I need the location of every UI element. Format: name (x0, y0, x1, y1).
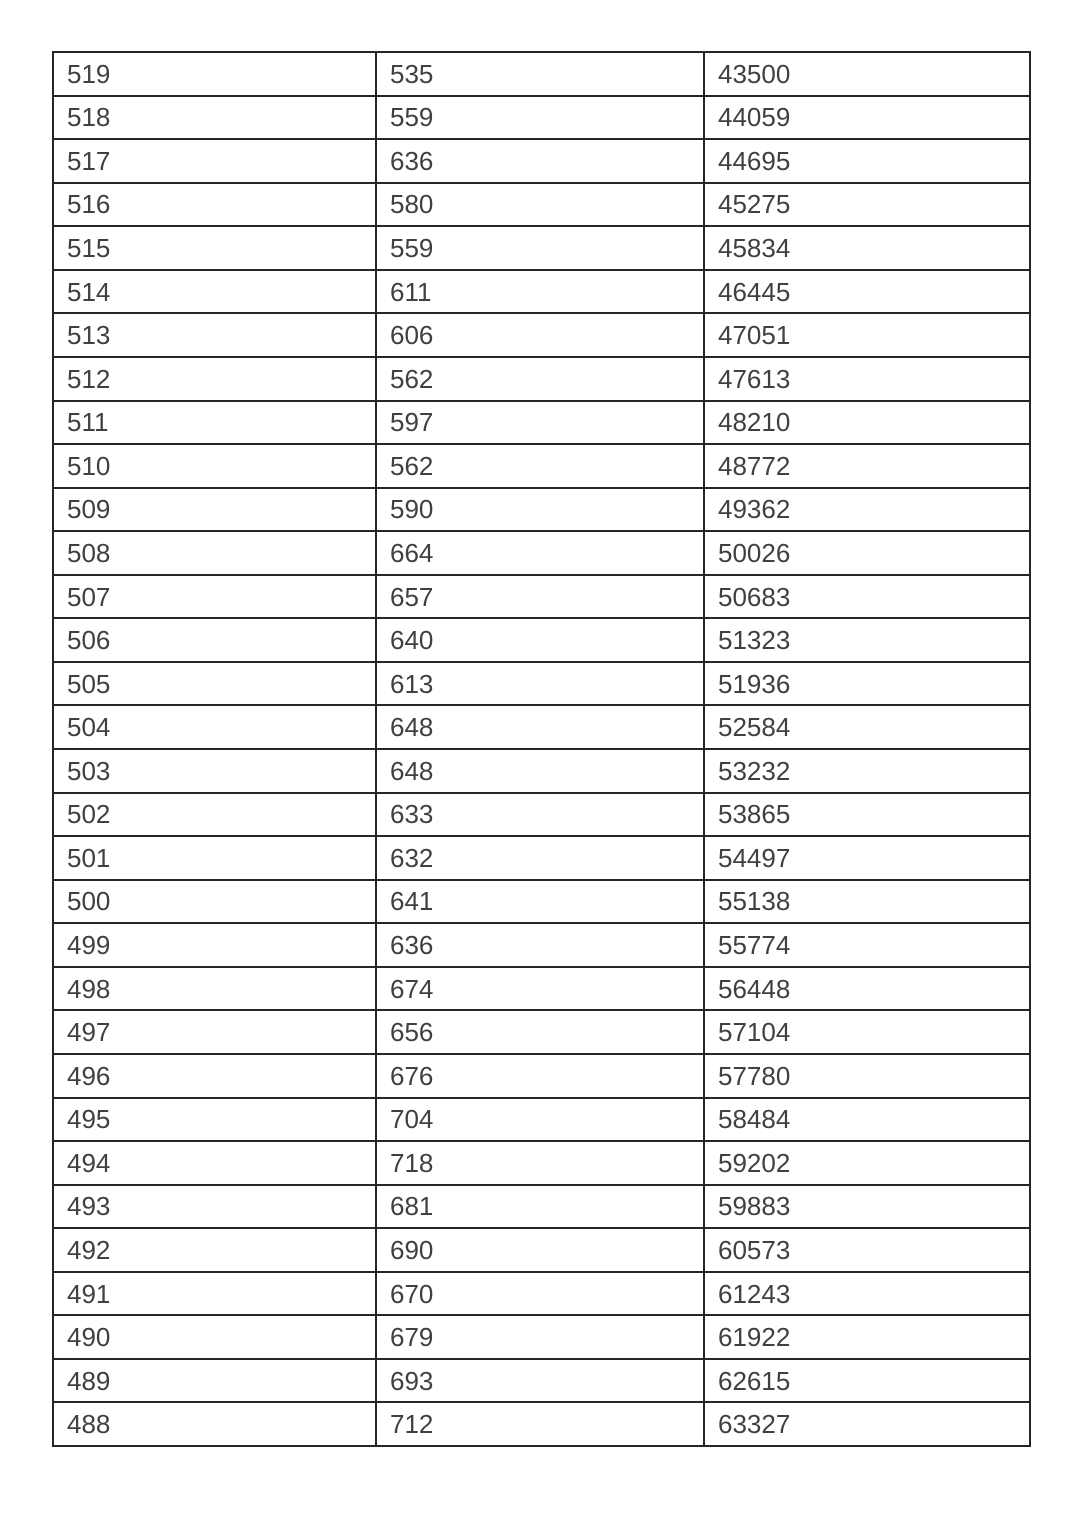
count-cell: 648 (376, 705, 704, 749)
count-cell: 674 (376, 967, 704, 1011)
score-cell: 507 (53, 575, 376, 619)
cumulative-cell: 63327 (704, 1402, 1030, 1446)
score-cell: 490 (53, 1315, 376, 1359)
count-cell: 681 (376, 1185, 704, 1229)
cumulative-cell: 61922 (704, 1315, 1030, 1359)
cumulative-cell: 55138 (704, 880, 1030, 924)
table-row (53, 662, 1030, 706)
count-cell: 648 (376, 749, 704, 793)
cumulative-cell: 59883 (704, 1185, 1030, 1229)
table-row (53, 1359, 1030, 1403)
count-cell: 676 (376, 1054, 704, 1098)
table-row (53, 793, 1030, 837)
cumulative-cell: 57104 (704, 1010, 1030, 1054)
count-cell: 641 (376, 880, 704, 924)
cumulative-cell: 52584 (704, 705, 1030, 749)
count-cell: 636 (376, 139, 704, 183)
count-cell: 690 (376, 1228, 704, 1272)
score-cell: 512 (53, 357, 376, 401)
table-row (53, 749, 1030, 793)
count-cell: 712 (376, 1402, 704, 1446)
table-row (53, 1098, 1030, 1142)
score-cell: 496 (53, 1054, 376, 1098)
table-row (53, 313, 1030, 357)
table-row (53, 880, 1030, 924)
count-cell: 590 (376, 488, 704, 532)
table-row (53, 1054, 1030, 1098)
table-row (53, 52, 1030, 96)
score-cell: 499 (53, 923, 376, 967)
cumulative-cell: 45275 (704, 183, 1030, 227)
cumulative-cell: 44695 (704, 139, 1030, 183)
count-cell: 559 (376, 226, 704, 270)
table-row (53, 357, 1030, 401)
score-cell: 489 (53, 1359, 376, 1403)
count-cell: 670 (376, 1272, 704, 1316)
score-cell: 519 (53, 52, 376, 96)
score-cell: 491 (53, 1272, 376, 1316)
table-row (53, 1010, 1030, 1054)
count-cell: 559 (376, 96, 704, 140)
score-cell: 509 (53, 488, 376, 532)
table-row (53, 705, 1030, 749)
cumulative-cell: 56448 (704, 967, 1030, 1011)
cumulative-cell: 62615 (704, 1359, 1030, 1403)
table-row (53, 401, 1030, 445)
cumulative-cell: 58484 (704, 1098, 1030, 1142)
score-cell: 488 (53, 1402, 376, 1446)
table-row (53, 270, 1030, 314)
table-row (53, 183, 1030, 227)
count-cell: 657 (376, 575, 704, 619)
table-row (53, 1272, 1030, 1316)
count-cell: 693 (376, 1359, 704, 1403)
cumulative-cell: 59202 (704, 1141, 1030, 1185)
cumulative-cell: 47613 (704, 357, 1030, 401)
count-cell: 718 (376, 1141, 704, 1185)
cumulative-cell: 57780 (704, 1054, 1030, 1098)
count-cell: 664 (376, 531, 704, 575)
table-row (53, 139, 1030, 183)
cumulative-cell: 45834 (704, 226, 1030, 270)
score-cell: 503 (53, 749, 376, 793)
count-cell: 597 (376, 401, 704, 445)
score-cell: 500 (53, 880, 376, 924)
cumulative-cell: 48772 (704, 444, 1030, 488)
cumulative-cell: 49362 (704, 488, 1030, 532)
score-distribution-table (52, 51, 1031, 1447)
table-row (53, 531, 1030, 575)
cumulative-cell: 61243 (704, 1272, 1030, 1316)
table-row (53, 226, 1030, 270)
count-cell: 656 (376, 1010, 704, 1054)
table-row (53, 444, 1030, 488)
cumulative-cell: 54497 (704, 836, 1030, 880)
count-cell: 633 (376, 793, 704, 837)
table-row (53, 1228, 1030, 1272)
table-body (53, 52, 1030, 1446)
count-cell: 640 (376, 618, 704, 662)
table-row (53, 575, 1030, 619)
score-cell: 511 (53, 401, 376, 445)
score-cell: 504 (53, 705, 376, 749)
table-row (53, 488, 1030, 532)
count-cell: 611 (376, 270, 704, 314)
cumulative-cell: 43500 (704, 52, 1030, 96)
table-row (53, 836, 1030, 880)
count-cell: 562 (376, 357, 704, 401)
cumulative-cell: 55774 (704, 923, 1030, 967)
score-cell: 516 (53, 183, 376, 227)
score-cell: 510 (53, 444, 376, 488)
score-cell: 506 (53, 618, 376, 662)
score-cell: 502 (53, 793, 376, 837)
table-row (53, 967, 1030, 1011)
cumulative-cell: 48210 (704, 401, 1030, 445)
score-cell: 498 (53, 967, 376, 1011)
score-cell: 497 (53, 1010, 376, 1054)
score-cell: 513 (53, 313, 376, 357)
cumulative-cell: 50026 (704, 531, 1030, 575)
table-row (53, 96, 1030, 140)
count-cell: 632 (376, 836, 704, 880)
count-cell: 679 (376, 1315, 704, 1359)
count-cell: 562 (376, 444, 704, 488)
score-cell: 493 (53, 1185, 376, 1229)
table-row (53, 1315, 1030, 1359)
count-cell: 613 (376, 662, 704, 706)
table-row (53, 1402, 1030, 1446)
score-cell: 492 (53, 1228, 376, 1272)
cumulative-cell: 47051 (704, 313, 1030, 357)
table-row (53, 1185, 1030, 1229)
table-row (53, 1141, 1030, 1185)
cumulative-cell: 50683 (704, 575, 1030, 619)
count-cell: 704 (376, 1098, 704, 1142)
cumulative-cell: 53865 (704, 793, 1030, 837)
score-cell: 508 (53, 531, 376, 575)
cumulative-cell: 44059 (704, 96, 1030, 140)
score-cell: 495 (53, 1098, 376, 1142)
score-cell: 505 (53, 662, 376, 706)
cumulative-cell: 60573 (704, 1228, 1030, 1272)
score-cell: 494 (53, 1141, 376, 1185)
score-cell: 514 (53, 270, 376, 314)
cumulative-cell: 51323 (704, 618, 1030, 662)
count-cell: 535 (376, 52, 704, 96)
score-cell: 517 (53, 139, 376, 183)
score-cell: 515 (53, 226, 376, 270)
count-cell: 580 (376, 183, 704, 227)
score-cell: 501 (53, 836, 376, 880)
cumulative-cell: 53232 (704, 749, 1030, 793)
table-row (53, 923, 1030, 967)
count-cell: 606 (376, 313, 704, 357)
table-row (53, 618, 1030, 662)
count-cell: 636 (376, 923, 704, 967)
cumulative-cell: 51936 (704, 662, 1030, 706)
cumulative-cell: 46445 (704, 270, 1030, 314)
score-cell: 518 (53, 96, 376, 140)
